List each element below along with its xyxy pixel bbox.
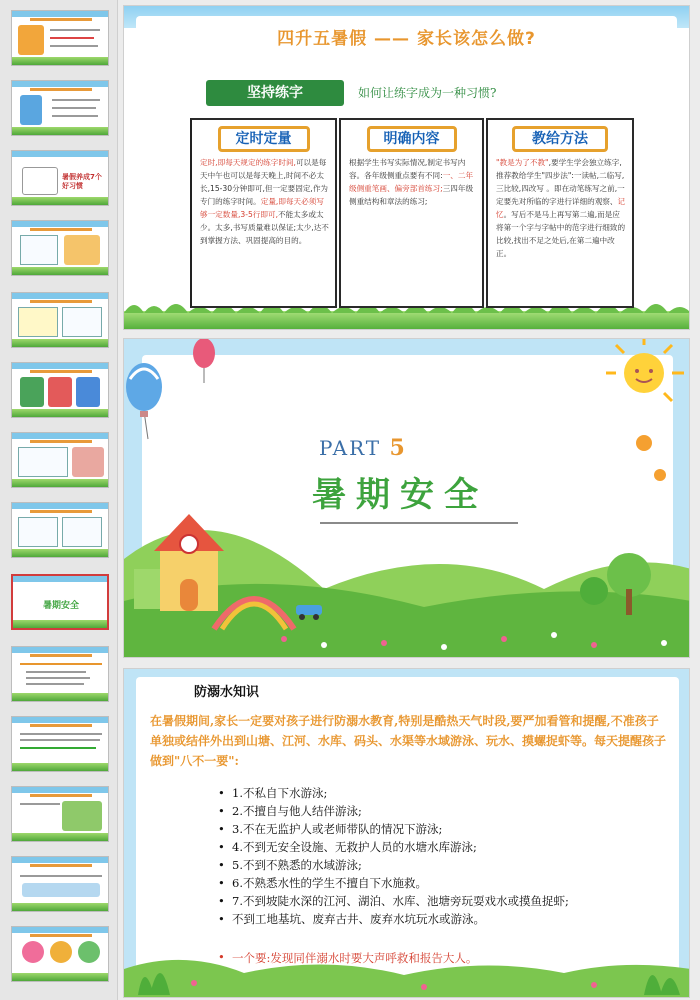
- topic-question: 如何让练字成为一种习惯?: [358, 86, 497, 100]
- slide-thumbnail-1[interactable]: [11, 10, 109, 66]
- slide-thumbnail-13[interactable]: [11, 856, 109, 912]
- card-clear-content: [339, 118, 484, 308]
- intro-paragraph: 在暑假期间,家长一定要对孩子进行防溺水教育,特别是酷热天气时段,要严加看管和提醒,不准孩子单独或结伴外出到山塘、江河、水库、码头、水渠等水域游泳、玩水、摸螺捉虾等。每天提醒孩子做到"八不一要":: [150, 714, 667, 768]
- slide-thumbnail-11[interactable]: [11, 716, 109, 772]
- card-body: "教是为了不教",要学生学会独立练字,推荐教给学生"四步法":一读帖,二临写,三比较,四改写 。即在动笔练写之前,一定要先对所临的字进行详细的观察、记忆。写后不是马上再写第二遍,而是应将第一个字与字帖中的范字进行细致的比较,找出不足之处后,在第二遍中改正。: [496, 158, 626, 258]
- slide-thumbnail-8[interactable]: [11, 502, 109, 558]
- one-must-rule: • 一个要:发现同伴溺水时要大声呼救和报告大人。: [218, 950, 477, 966]
- slide-drowning-prevention[interactable]: [123, 668, 690, 998]
- slide-thumbnail-9-selected[interactable]: [11, 574, 109, 630]
- card-teaching-method: [486, 118, 634, 308]
- title-divider: [320, 522, 518, 524]
- card-timed-quantity: [190, 118, 337, 308]
- slide-thumbnail-2[interactable]: [11, 80, 109, 136]
- slide-practice-writing[interactable]: [123, 5, 690, 330]
- thumbnail-label: 暑期安全: [43, 601, 80, 611]
- slide-thumbnail-7[interactable]: [11, 432, 109, 488]
- safety-rules-list: [218, 785, 648, 929]
- section-title: 暑期安全: [312, 475, 488, 515]
- list-item: • 6.不熟悉水性的学生不擅自下水施救。: [218, 875, 648, 892]
- card-body: 根据学生书写实际情况,制定书写内容。各年级侧重点要有不同:一、二年级侧重笔画、偏旁部首练习;三四年级侧重结构和章法的练习;: [349, 158, 474, 206]
- card-body: 定时,即每天规定的练字时间,可以是每天中午也可以是每天晚上,时间不必太长,15-30分钟即可,但一定要固定,作为专门的练字时间。定量,即每天必须写够一定数量,3-5行即可,不能太多或太少。太多,书写质量难以保证;太少,达不到掌握方法、巩固提高的目的。: [200, 158, 329, 245]
- list-item: • 5.不到不熟悉的水域游泳;: [218, 857, 648, 874]
- grass-border: [124, 311, 689, 329]
- slide-part5-summer-safety[interactable]: [123, 338, 690, 658]
- list-item: • 3.不在无监护人或老师带队的情况下游泳;: [218, 821, 648, 838]
- list-item: • 7.不到坡陡水深的江河、湖泊、水库、池塘旁玩耍戏水或摸鱼捉虾;: [218, 893, 648, 910]
- slide-title: 四升五暑假 —— 家长该怎么做?: [277, 29, 536, 49]
- slide-thumbnail-10[interactable]: [11, 646, 109, 702]
- slide-thumbnail-3[interactable]: [11, 150, 109, 206]
- part-number: PART 5: [319, 435, 407, 461]
- topic-tag: 坚持练字: [206, 80, 344, 106]
- list-item: • 4.不到无安全设施、无救护人员的水塘水库游泳;: [218, 839, 648, 856]
- slide-thumbnail-5[interactable]: [11, 292, 109, 348]
- slide-thumbnail-4[interactable]: [11, 220, 109, 276]
- slide-title: 防溺水知识: [194, 685, 260, 700]
- list-item: • 不到工地基坑、废弃古井、废弃水坑玩水或游泳。: [218, 911, 648, 928]
- slide-thumbnail-12[interactable]: [11, 786, 109, 842]
- slide-thumbnail-rail[interactable]: [0, 0, 118, 1000]
- card-heading: 定时定量: [218, 126, 310, 152]
- card-heading: 明确内容: [367, 126, 457, 152]
- list-item: • 2.不擅自与他人结伴游泳;: [218, 803, 648, 820]
- card-heading: 教给方法: [512, 126, 608, 152]
- list-item: • 1.不私自下水游泳;: [218, 785, 648, 802]
- slide-thumbnail-6[interactable]: [11, 362, 109, 418]
- slide-thumbnail-14[interactable]: [11, 926, 109, 982]
- thumbnail-label: 暑假养成7个好习惯: [62, 173, 102, 190]
